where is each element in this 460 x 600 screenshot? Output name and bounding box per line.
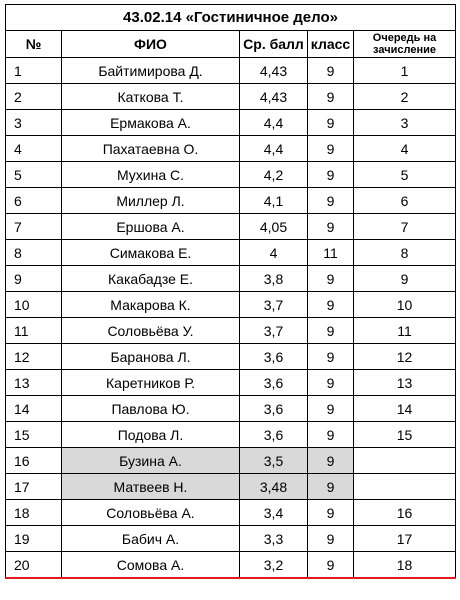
cell-score[interactable]: 3,6 <box>240 370 308 396</box>
cell-num[interactable]: 10 <box>6 292 62 318</box>
cell-num[interactable]: 12 <box>6 344 62 370</box>
header-score[interactable]: Ср. балл <box>240 31 308 58</box>
table-row <box>6 344 456 370</box>
cell-name[interactable]: Матвеев Н. <box>62 474 240 500</box>
cell-class[interactable]: 9 <box>308 110 354 136</box>
cell-score[interactable]: 3,8 <box>240 266 308 292</box>
cell-num[interactable]: 13 <box>6 370 62 396</box>
cell-class[interactable]: 9 <box>308 136 354 162</box>
table-row <box>6 240 456 266</box>
table-row <box>6 162 456 188</box>
cell-name[interactable]: Сомова А. <box>62 552 240 579</box>
cell-queue[interactable]: 17 <box>354 526 456 552</box>
table-row <box>6 396 456 422</box>
cell-name[interactable]: Соловьёва А. <box>62 500 240 526</box>
cell-queue[interactable] <box>354 448 456 474</box>
cell-class[interactable]: 9 <box>308 474 354 500</box>
cell-name[interactable]: Каткова Т. <box>62 84 240 110</box>
header-queue[interactable]: Очередь на зачисление <box>354 31 456 58</box>
cell-name[interactable]: Ершова А. <box>62 214 240 240</box>
cell-score[interactable]: 4,2 <box>240 162 308 188</box>
cell-class[interactable]: 9 <box>308 344 354 370</box>
cell-name[interactable]: Какабадзе Е. <box>62 266 240 292</box>
cell-name[interactable]: Подова Л. <box>62 422 240 448</box>
cell-name[interactable]: Макарова К. <box>62 292 240 318</box>
cell-num[interactable]: 16 <box>6 448 62 474</box>
cell-class[interactable]: 9 <box>308 188 354 214</box>
table-title[interactable]: 43.02.14 «Гостиничное дело» <box>6 5 456 31</box>
cell-class[interactable]: 9 <box>308 214 354 240</box>
table-row <box>6 110 456 136</box>
table-body <box>6 5 456 579</box>
cell-score[interactable]: 3,3 <box>240 526 308 552</box>
cell-class[interactable]: 9 <box>308 422 354 448</box>
table-row <box>6 266 456 292</box>
cell-name[interactable]: Ермакова А. <box>62 110 240 136</box>
cell-num[interactable]: 5 <box>6 162 62 188</box>
cell-class[interactable]: 9 <box>308 370 354 396</box>
header-class[interactable]: класс <box>308 31 354 58</box>
cell-num[interactable]: 2 <box>6 84 62 110</box>
cell-queue[interactable]: 2 <box>354 84 456 110</box>
cell-queue[interactable]: 16 <box>354 500 456 526</box>
cell-class[interactable]: 9 <box>308 84 354 110</box>
cell-queue[interactable]: 11 <box>354 318 456 344</box>
cell-queue[interactable]: 12 <box>354 344 456 370</box>
cell-queue[interactable]: 9 <box>354 266 456 292</box>
cell-score[interactable]: 3,5 <box>240 448 308 474</box>
cell-score[interactable]: 3,7 <box>240 292 308 318</box>
cell-name[interactable]: Бузина А. <box>62 448 240 474</box>
cell-score[interactable]: 3,6 <box>240 344 308 370</box>
cell-score[interactable]: 4 <box>240 240 308 266</box>
cell-queue[interactable]: 15 <box>354 422 456 448</box>
cell-name[interactable]: Байтимирова Д. <box>62 58 240 84</box>
table-row <box>6 500 456 526</box>
cell-class[interactable]: 11 <box>308 240 354 266</box>
cell-num[interactable]: 7 <box>6 214 62 240</box>
cell-num[interactable]: 6 <box>6 188 62 214</box>
cell-score[interactable]: 4,4 <box>240 136 308 162</box>
cell-name[interactable]: Миллер Л. <box>62 188 240 214</box>
cell-num[interactable]: 17 <box>6 474 62 500</box>
table-row <box>6 448 456 474</box>
cell-num[interactable]: 20 <box>6 552 62 579</box>
cell-score[interactable]: 3,48 <box>240 474 308 500</box>
cell-name[interactable]: Пахатаевна О. <box>62 136 240 162</box>
cell-queue[interactable]: 4 <box>354 136 456 162</box>
cell-queue[interactable]: 14 <box>354 396 456 422</box>
cell-class[interactable]: 9 <box>308 396 354 422</box>
cell-class[interactable]: 9 <box>308 318 354 344</box>
cell-num[interactable]: 9 <box>6 266 62 292</box>
cell-name[interactable]: Каретников Р. <box>62 370 240 396</box>
cell-queue[interactable]: 3 <box>354 110 456 136</box>
cell-score[interactable]: 4,43 <box>240 58 308 84</box>
cell-queue[interactable]: 8 <box>354 240 456 266</box>
cell-name[interactable]: Бабич А. <box>62 526 240 552</box>
cell-num[interactable]: 14 <box>6 396 62 422</box>
cell-name[interactable]: Соловьёва У. <box>62 318 240 344</box>
cell-score[interactable]: 3,4 <box>240 500 308 526</box>
cell-score[interactable]: 4,05 <box>240 214 308 240</box>
cell-num[interactable]: 4 <box>6 136 62 162</box>
cell-queue[interactable]: 5 <box>354 162 456 188</box>
cell-num[interactable]: 15 <box>6 422 62 448</box>
cell-name[interactable]: Симакова Е. <box>62 240 240 266</box>
cell-name[interactable]: Мухина С. <box>62 162 240 188</box>
cell-class[interactable]: 9 <box>308 266 354 292</box>
cell-score[interactable]: 4,43 <box>240 84 308 110</box>
cell-num[interactable]: 18 <box>6 500 62 526</box>
cell-queue[interactable]: 10 <box>354 292 456 318</box>
cell-queue[interactable]: 18 <box>354 552 456 579</box>
cell-queue[interactable] <box>354 474 456 500</box>
cell-num[interactable]: 1 <box>6 58 62 84</box>
cell-score[interactable]: 3,2 <box>240 552 308 579</box>
table-row <box>6 188 456 214</box>
table-row <box>6 136 456 162</box>
table-row <box>6 370 456 396</box>
header-row <box>6 31 456 58</box>
cell-class[interactable]: 9 <box>308 448 354 474</box>
table-row <box>6 58 456 84</box>
table-row <box>6 318 456 344</box>
cell-class[interactable]: 9 <box>308 526 354 552</box>
cell-num[interactable]: 19 <box>6 526 62 552</box>
table-row <box>6 422 456 448</box>
table-row <box>6 292 456 318</box>
cell-queue[interactable]: 6 <box>354 188 456 214</box>
cell-num[interactable]: 8 <box>6 240 62 266</box>
cell-class[interactable]: 9 <box>308 292 354 318</box>
cell-class[interactable]: 9 <box>308 162 354 188</box>
cell-num[interactable]: 3 <box>6 110 62 136</box>
cell-class[interactable]: 9 <box>308 58 354 84</box>
cell-score[interactable]: 4,4 <box>240 110 308 136</box>
cell-score[interactable]: 3,6 <box>240 396 308 422</box>
cell-queue[interactable]: 7 <box>354 214 456 240</box>
enrollment-table <box>5 4 456 579</box>
cell-class[interactable]: 9 <box>308 500 354 526</box>
table-row <box>6 214 456 240</box>
cell-name[interactable]: Павлова Ю. <box>62 396 240 422</box>
cell-queue[interactable]: 13 <box>354 370 456 396</box>
cell-name[interactable]: Баранова Л. <box>62 344 240 370</box>
title-row <box>6 5 456 31</box>
cell-score[interactable]: 4,1 <box>240 188 308 214</box>
table-row <box>6 552 456 579</box>
cell-class[interactable]: 9 <box>308 552 354 579</box>
cell-num[interactable]: 11 <box>6 318 62 344</box>
cell-score[interactable]: 3,7 <box>240 318 308 344</box>
header-name[interactable]: ФИО <box>62 31 240 58</box>
header-num[interactable]: № <box>6 31 62 58</box>
table-row <box>6 84 456 110</box>
spreadsheet-sheet <box>5 4 455 579</box>
cell-score[interactable]: 3,6 <box>240 422 308 448</box>
cell-queue[interactable]: 1 <box>354 58 456 84</box>
table-row <box>6 474 456 500</box>
table-row <box>6 526 456 552</box>
